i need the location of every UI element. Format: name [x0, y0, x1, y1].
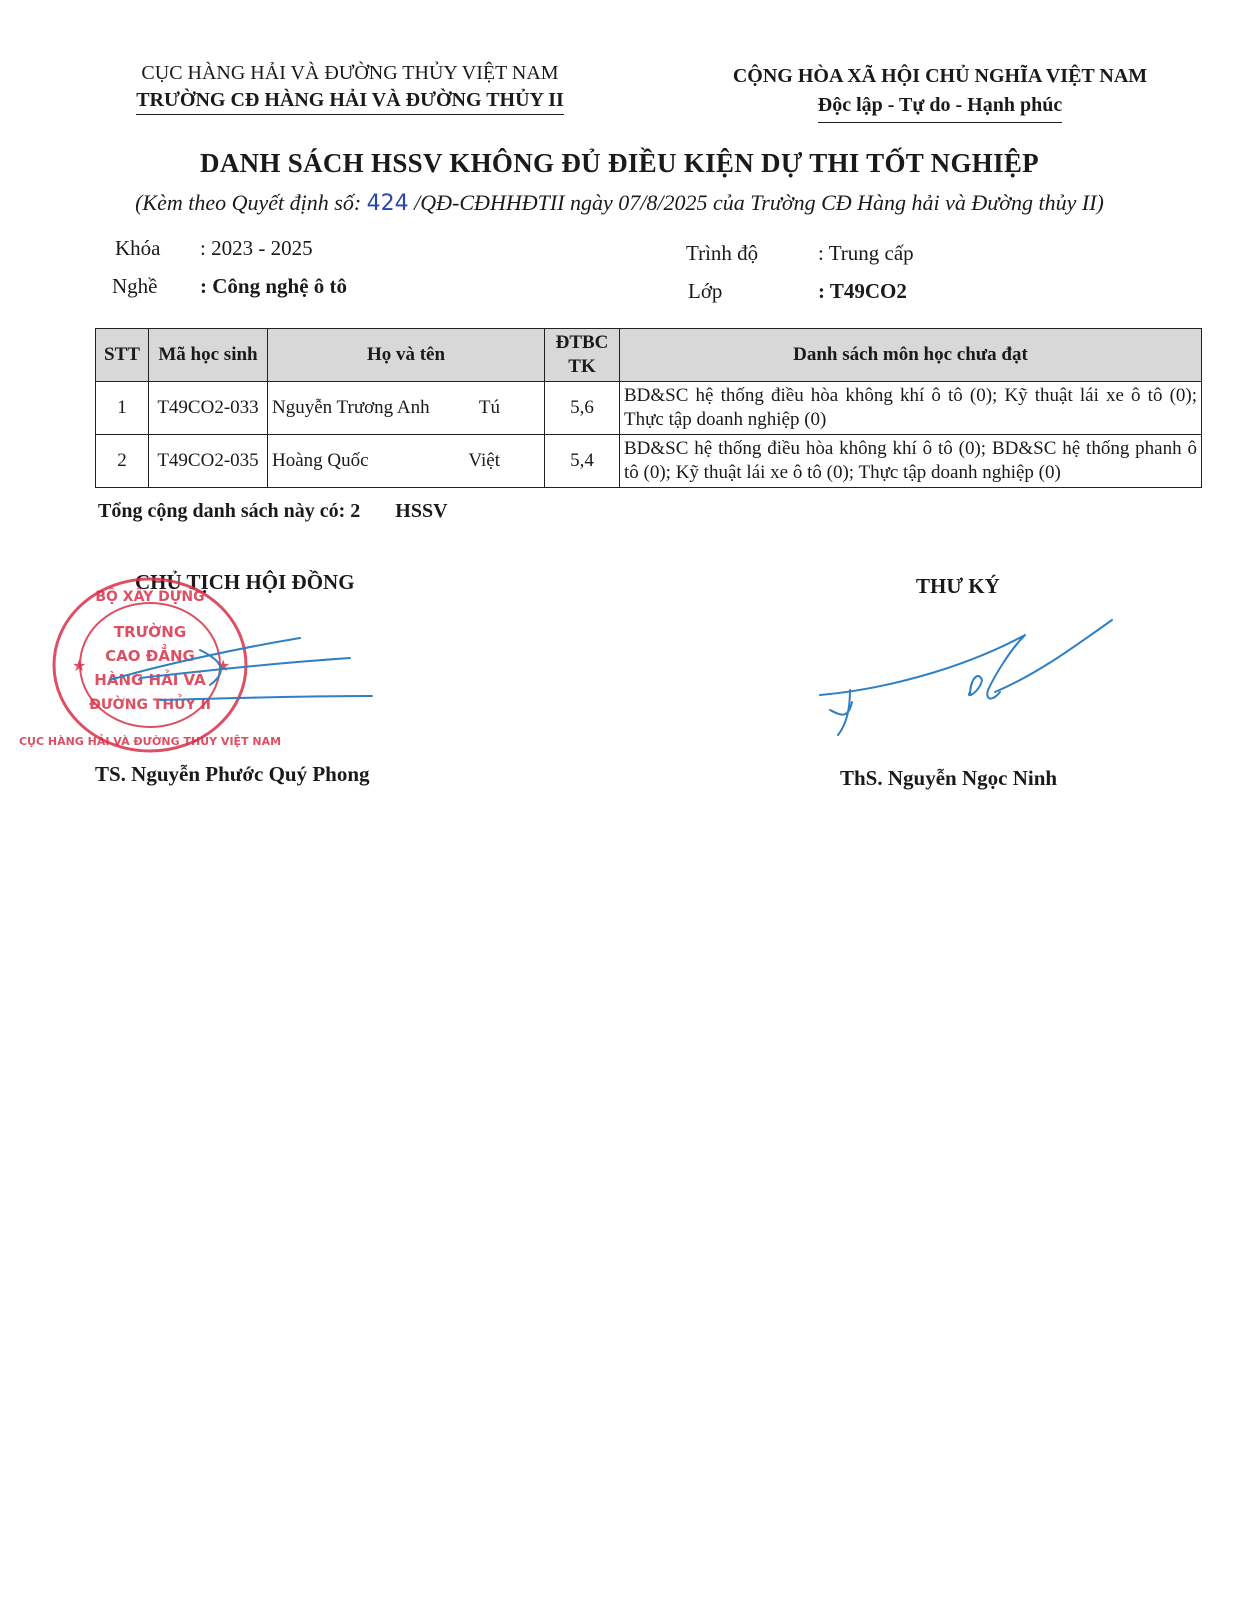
- secretary-signature: [820, 620, 1120, 740]
- col-stt: STT: [96, 329, 149, 382]
- seal-line-2: CAO ĐẲNG: [105, 647, 195, 665]
- cell-full-name: [268, 435, 545, 488]
- total-count: Tổng cộng danh sách này có: 2 HSSV: [98, 500, 448, 522]
- svg-text:★: ★: [72, 656, 87, 675]
- col-gpa: ĐTBC TK: [545, 329, 620, 382]
- given-name: Việt: [468, 450, 500, 471]
- cell-student-id: T49CO2-033: [149, 382, 268, 435]
- decision-number: 424: [366, 191, 409, 216]
- document-subtitle: [0, 190, 1239, 216]
- seal-line-1: TRƯỜNG: [113, 623, 187, 641]
- col-student-id: Mã học sinh: [149, 329, 268, 382]
- chair-title: CHỦ TỊCH HỘI ĐỒNG: [135, 570, 355, 594]
- svg-text:★: ★: [216, 656, 231, 675]
- chair-signature: [100, 630, 390, 710]
- table-row: [96, 435, 1202, 488]
- khoa-value: : 2023 - 2025: [200, 236, 313, 260]
- nghe-value: : Công nghệ ô tô: [200, 274, 348, 298]
- cell-stt: 1: [96, 382, 149, 435]
- seal-line-3: HÀNG HẢI VÀ: [94, 671, 206, 689]
- subtitle-prefix: (Kèm theo Quyết định số:: [135, 190, 367, 215]
- table-header-row: [96, 329, 1202, 382]
- table-row: [96, 382, 1202, 435]
- cell-stt: 2: [96, 435, 149, 488]
- secretary-title: THƯ KÝ: [916, 574, 1000, 598]
- seal-line-4: ĐƯỜNG THỦY II: [89, 697, 211, 713]
- khoa-label: Khóa: [115, 236, 161, 260]
- national-heading: [700, 62, 1180, 123]
- chair-name: TS. Nguyễn Phước Quý Phong: [95, 762, 370, 786]
- col-full-name: Họ và tên: [268, 329, 545, 382]
- cell-failed-subjects: BD&SC hệ thống điều hòa không khí ô tô (0); BD&SC hệ thống phanh ô tô (0); Kỹ thuật lái xe ô tô (0); Thực tập doanh nghiệp (0): [620, 435, 1202, 488]
- secretary-name: ThS. Nguyễn Ngọc Ninh: [840, 766, 1058, 790]
- cell-gpa: 5,6: [545, 382, 620, 435]
- trinhdo-label: Trình độ: [686, 241, 759, 265]
- org-parent: CỤC HÀNG HẢI VÀ ĐƯỜNG THỦY VIỆT NAM: [141, 62, 559, 84]
- org-school: TRƯỜNG CĐ HÀNG HẢI VÀ ĐƯỜNG THỦY II: [136, 87, 564, 115]
- given-name: Tú: [478, 397, 500, 418]
- col-failed-subjects: Danh sách môn học chưa đạt: [620, 329, 1202, 382]
- seal-ring-bottom: CỤC HÀNG HẢI VÀ ĐƯỜNG THỦY VIỆT NAM: [18, 735, 282, 748]
- ineligible-students-table: [95, 328, 1202, 488]
- nation-name: CỘNG HÒA XÃ HỘI CHỦ NGHĨA VIỆT NAM: [732, 65, 1148, 87]
- trinhdo-value: : Trung cấp: [818, 241, 914, 265]
- cell-gpa: 5,4: [545, 435, 620, 488]
- cell-full-name: [268, 382, 545, 435]
- nghe-label: Nghề: [112, 274, 158, 298]
- lop-label: Lớp: [688, 279, 723, 303]
- lop-value: : T49CO2: [818, 279, 907, 303]
- surname: Nguyễn Trương Anh: [272, 397, 430, 418]
- cell-failed-subjects: BD&SC hệ thống điều hòa không khí ô tô (0); Kỹ thuật lái xe ô tô (0); Thực tập doanh nghiệp (0): [620, 382, 1202, 435]
- subtitle-suffix: /QĐ-CĐHHĐTII ngày 07/8/2025 của Trường CĐ Hàng hải và Đường thủy II): [408, 190, 1104, 215]
- national-motto: Độc lập - Tự do - Hạnh phúc: [818, 91, 1062, 123]
- issuing-organization: [110, 60, 590, 115]
- seal-ring-top: BỘ XÂY DỰNG: [95, 589, 205, 605]
- surname: Hoàng Quốc: [272, 450, 369, 471]
- cell-student-id: T49CO2-035: [149, 435, 268, 488]
- document-title: DANH SÁCH HSSV KHÔNG ĐỦ ĐIỀU KIỆN DỰ THI TỐT NGHIỆP: [200, 148, 1039, 178]
